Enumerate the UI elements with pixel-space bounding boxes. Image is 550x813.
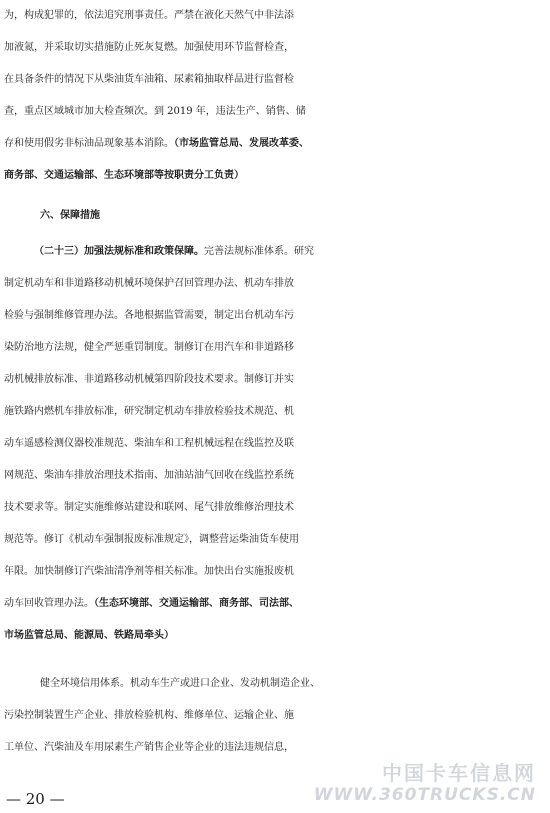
paragraph-line: 动机械排放标准、非道路移动机械第四阶段技术要求。制修订并实 (4, 374, 294, 385)
paragraph-line: 为，构成犯罪的，依法追究刑事责任。严禁在液化天然气中非法添 (4, 10, 294, 21)
paragraph-line (34, 236, 550, 268)
watermark-url: WWW.360TRUCKS.CN (313, 785, 536, 805)
page-number: — 20 — (6, 790, 65, 808)
paragraph-line: 制定机动车和非道路移动机械环境保护召回管理办法、机动车排放 (4, 278, 294, 289)
responsibility-note: （市场监管总局、发展改革委、 (174, 138, 309, 149)
paragraph-line: 年限。加快制修订汽柴油清净剂等相关标准。加快出台实施报废机 (4, 566, 294, 577)
paragraph-line (4, 588, 550, 620)
item-title: （二十三）加强法规标准和政策保障。 (34, 246, 204, 257)
paragraph-line: 染防治地方法规，健全严惩重罚制度。制修订在用汽车和非道路移 (4, 342, 294, 353)
section-heading: 六、保障措施 (40, 210, 100, 221)
paragraph-line: 网规范、柴油车排放治理技术指南、加油站油气回收在线监控系统 (4, 470, 294, 481)
paragraph-line (4, 128, 550, 160)
paragraph-line: 污染控制装置生产企业、排放检验机构、维修单位、运输企业、施 (4, 710, 294, 721)
paragraph-line: 加液氮，并采取切实措施防止死灰复燃。加强使用环节监督检查， (4, 42, 294, 53)
paragraph-line: 工单位、汽柴油及车用尿素生产销售企业等企业的违法违规信息， (4, 742, 294, 753)
watermark (314, 761, 536, 805)
paragraph-line: 在具备条件的情况下从柴油货车油箱、尿素箱抽取样品进行监督检 (4, 74, 294, 85)
paragraph-line: 施铁路内燃机车排放标准，研究制定机动车排放检验技术规范、机 (4, 406, 294, 417)
responsibility-note: 商务部、交通运输部、生态环境部等按职责分工负责） (4, 170, 244, 181)
paragraph-text: 完善法规标准体系。研究 (204, 246, 314, 257)
paragraph-line: 检验与强制维修管理办法。各地根据监管需要，制定出台机动车污 (4, 310, 294, 321)
paragraph-text: 动车回收管理办法。 (4, 598, 94, 609)
paragraph-line: 技术要求等。制定实施维修站建设和联网、尾气排放维修治理技术 (4, 502, 294, 513)
watermark-site-name: 中国卡车信息网 (382, 761, 536, 785)
paragraph-line: 查，重点区域城市加大检查频次。到 2019 年，违法生产、销售、储 (4, 106, 306, 117)
paragraph-line: 健全环境信用体系。机动车生产或进口企业、发动机制造企业、 (40, 678, 320, 689)
paragraph-line: 动车遥感检测仪器校准规范、柴油车和工程机械远程在线监控及联 (4, 438, 294, 449)
responsibility-note: 市场监管总局、能源局、铁路局牵头） (4, 630, 174, 641)
paragraph-text: 存和使用假劣非标油品现象基本消除。 (4, 138, 174, 149)
paragraph-line: 规范等。修订《机动车强制报废标准规定》，调整营运柴油货车使用 (4, 534, 299, 545)
responsibility-note: （生态环境部、交通运输部、商务部、司法部、 (94, 598, 299, 609)
